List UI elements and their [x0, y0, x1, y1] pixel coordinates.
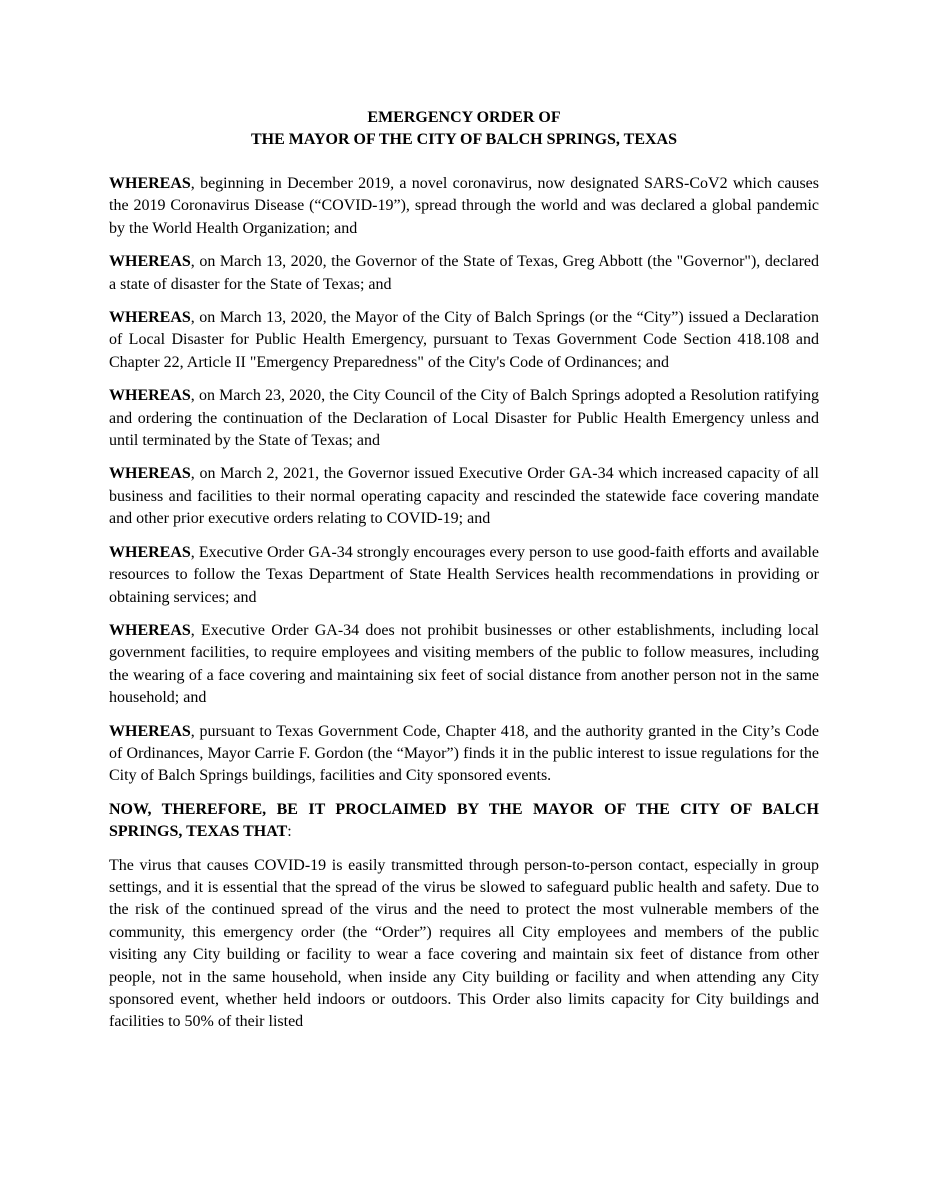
whereas-text-5: , on March 2, 2021, the Governor issued Executive Order GA-34 which increased capacity of all business and facilities to their normal operating capacity and rescinded the statewide face covering mandate and other prior executive orders relating to COVID-19; and — [109, 465, 819, 528]
whereas-paragraph-6 — [109, 542, 819, 609]
whereas-keyword: WHEREAS — [109, 175, 191, 192]
whereas-keyword: WHEREAS — [109, 621, 191, 639]
whereas-text-2: , on March 13, 2020, the Governor of the State of Texas, Greg Abbott (the "Governor"), declared a state of disaster for the State of Texas; and — [109, 253, 819, 293]
whereas-keyword: WHEREAS — [109, 543, 191, 561]
title-line-1: EMERGENCY ORDER OF — [367, 109, 561, 126]
whereas-paragraph-4 — [109, 385, 819, 452]
whereas-text-6: , Executive Order GA-34 strongly encourages every person to use good-faith efforts and available resources to follow the Texas Department of State Health Services health recommendations in providing or obtaining services; and — [109, 543, 819, 606]
whereas-text-1: , beginning in December 2019, a novel coronavirus, now designated SARS-CoV2 which causes the 2019 Coronavirus Disease (“COVID-19”), spread through the world and was declared a global pandemic by the World Health Organization; and — [109, 175, 819, 237]
whereas-paragraph-5 — [109, 463, 819, 530]
whereas-text-4: , on March 23, 2020, the City Council of the City of Balch Springs adopted a Resolution ratifying and ordering the continuation of the Declaration of Local Disaster for Public Health Emergency unless and until terminated by the State of Texas; and — [109, 387, 819, 450]
title-line-2: THE MAYOR OF THE CITY OF BALCH SPRINGS, TEXAS — [250, 131, 677, 148]
whereas-keyword: WHEREAS — [109, 722, 191, 740]
whereas-paragraph-7 — [109, 620, 819, 710]
proclamation-text: NOW, THEREFORE, BE IT PROCLAIMED BY THE MAYOR OF THE CITY OF BALCH SPRINGS, TEXAS THAT — [109, 800, 819, 841]
whereas-keyword: WHEREAS — [109, 309, 191, 327]
whereas-paragraph-2 — [109, 251, 819, 296]
whereas-paragraph-8 — [109, 721, 819, 788]
whereas-keyword: WHEREAS — [109, 387, 191, 405]
whereas-keyword: WHEREAS — [109, 465, 191, 483]
document-page — [109, 107, 819, 1034]
whereas-text-8: , pursuant to Texas Government Code, Chapter 418, and the authority granted in the City’s Code of Ordinances, Mayor Carrie F. Gordon (the “Mayor”) finds it in the public interest to issue regulations for the City of Balch Springs buildings, facilities and City sponsored events. — [109, 722, 819, 785]
whereas-keyword: WHEREAS — [109, 253, 191, 271]
whereas-text-7: , Executive Order GA-34 does not prohibit businesses or other establishments, including local government facilities, to require employees and visiting members of the public to follow measures, including the wearing of a face covering and maintaining six feet of social distance from another person not in the same household; and — [109, 621, 819, 707]
order-body-paragraph: The virus that causes COVID-19 is easily transmitted through person-to-person contact, especially in group settings, and it is essential that the spread of the virus be slowed to safeguard public health and safety. Due to the risk of the continued spread of the virus and the need to protect the most vulnerable members of the community, this emergency order (the “Order”) requires all City employees and members of the public visiting any City building or facility to wear a face covering and maintain six feet of distance from other people, not in the same household, when inside any City building or facility and when attending any City sponsored event, whether held indoors or outdoors. This Order also limits capacity for City buildings and facilities to 50% of their listed — [109, 856, 819, 1031]
proclamation-heading — [109, 799, 819, 844]
whereas-paragraph-1 — [109, 173, 819, 240]
whereas-paragraph-3 — [109, 307, 819, 374]
document-title — [109, 107, 819, 151]
proclamation-colon: : — [287, 823, 292, 841]
whereas-text-3: , on March 13, 2020, the Mayor of the City of Balch Springs (or the “City”) issued a Declaration of Local Disaster for Public Health Emergency, pursuant to Texas Government Code Section 418.108 and Chapter 22, Article II "Emergency Preparedness" of the City's Code of Ordinances; and — [109, 309, 819, 371]
